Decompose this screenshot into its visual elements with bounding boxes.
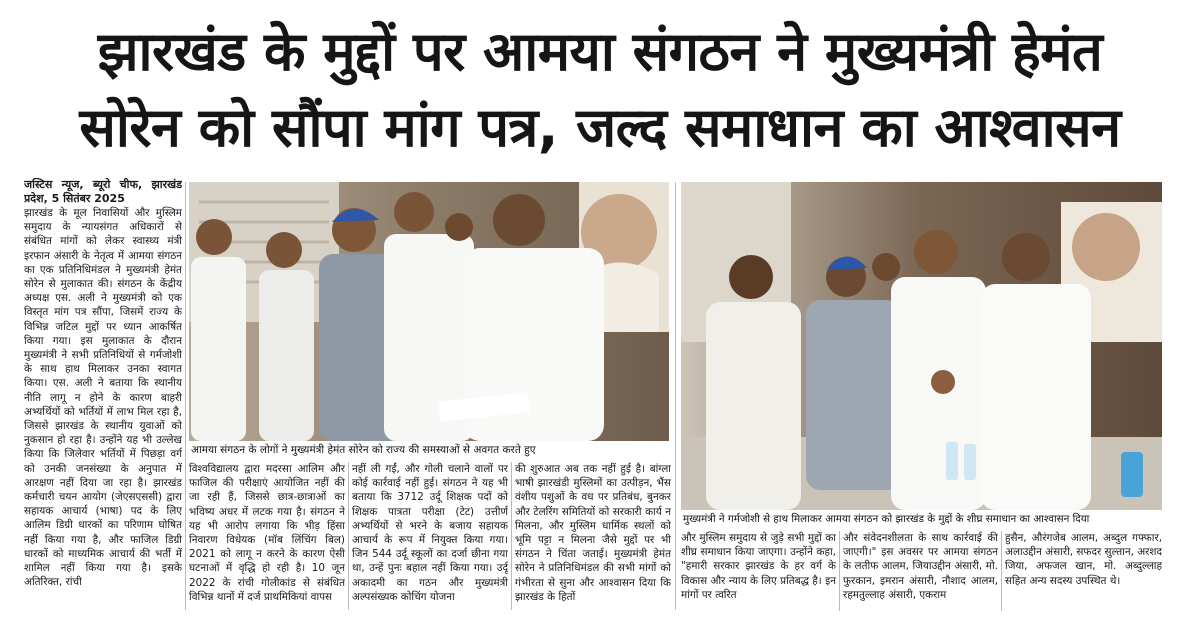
column-divider — [348, 462, 349, 610]
photo-memorandum-handover — [189, 182, 669, 441]
photo-caption-left: आमया संगठन के लोगों ने मुख्यमंत्री हेमंत सोरेन को राज्य की समस्याओं से अवगत करते हुए — [191, 444, 536, 456]
article-body-col1: झारखंड के मूल निवासियों और मुस्लिम समुदाय के न्यायसंगत अधिकारों से संबंधित मांगों को लेकर स्वास्थ्य मंत्री इरफान अंसारी के नेतृत्व में आमया संगठन का एक प्रतिनिधिमंडल ने मुख्यमंत्री हेमंत सोरेन से मुलाकात की। संगठन के केंद्रीय अध्यक्ष एस. अली ने मुख्यमंत्री को एक विस्तृत मांग पत्र सौंपा, जिसमें राज्य के विभिन्न जटिल मुद्दों पर ध्यान आकर्षित किया गया। इस मुलाकात के दौरान मुख्यमंत्री ने सभी प्रतिनिधियों से गर्मजोशी के साथ हाथ मिलाकर उनका स्वागत किया। एस. अली ने बताया कि स्थानीय नीति लागू न होने के कारण बाहरी अभ्यर्थियों को भर्तियों में लाभ मिल रहा है, जिससे झारखंड के स्थानीय युवाओं को नुकसान हो रहा है। उन्होंने यह भी उल्लेख किया कि जिलेवार भर्तियों में पिछड़ा वर्ग को उनकी जनसंख्या के अनुपात में आरक्षण नहीं दिया जा रहा है। झारखंड कर्मचारी चयन आयोग (जेएसएससी) द्वारा सहायक आचार्य (भाषा) पद के लिए आलिम डिग्री धारकों का परिणाम घोषित नहीं किया गया है, और फाजिल डिग्री धारकों को माध्यमिक आचार्य की भर्ती में शामिल नहीं किया गया है। इसके अतिरिक्त, रांची — [24, 207, 182, 589]
column-divider — [185, 182, 186, 610]
photo-caption-right: मुख्यमंत्री ने गर्मजोशी से हाथ मिलाकर आमया संगठन को झारखंड के मुद्दों के शीघ्र समाधान का आश्वासन दिया — [683, 513, 1090, 525]
column-divider — [1001, 531, 1002, 611]
column-divider — [675, 182, 676, 610]
photo-handshake — [681, 182, 1162, 510]
article-column-1 — [24, 178, 182, 608]
article-column-5: और मुस्लिम समुदाय से जुड़े सभी मुद्दों का शीघ्र समाधान किया जाएगा। उन्होंने कहा, "हमारी सरकार झारखंड के हर वर्ग के विकास और न्याय के लिए प्रतिबद्ध है। इन मांगों पर त्वरित — [681, 532, 836, 601]
column-divider — [839, 531, 840, 611]
article-column-3: नहीं ली गईं, और गोली चलाने वालों पर कोई कार्रवाई नहीं हुई। संगठन ने यह भी बताया कि 3712 उर्दू शिक्षक पदों को शिक्षक पात्रता परीक्षा (टेट) उत्तीर्ण अभ्यर्थियों से भरने के बजाय सहायक आचार्य के रूप में नियुक्त किया गया। जिन 544 उर्दू स्कूलों का दर्जा छीना गया था, उन्हें पुनः बहाल नहीं किया गया। उर्दू अकादमी का गठन और मुख्यमंत्री अल्पसंख्यक कोचिंग योजना — [352, 463, 508, 603]
article-column-6: और संवेदनशीलता के साथ कार्रवाई की जाएगी।" इस अवसर पर आमया संगठन के लतीफ आलम, जियाउद्दीन अंसारी, मो. फुरकान, इमरान अंसारी, नौशाद आलम, रहमतुल्लाह अंसारी, एकराम — [843, 532, 998, 601]
article-column-2: विश्वविद्यालय द्वारा मदरसा आलिम और फाजिल की परीक्षाएं आयोजित नहीं की जा रही हैं, जिससे छात्र-छात्राओं का भविष्य अधर में लटक गया है। संगठन ने यह भी आरोप लगाया कि भीड़ हिंसा निवारण विधेयक (मॉब लिंचिंग बिल) 2021 को लागू न करने के कारण ऐसी घटनाओं में वृद्धि हो रही है। 10 जून 2022 के रांची गोलीकांड से संबंधित विभिन्न थानों में दर्ज प्राथमिकियां वापस — [189, 463, 345, 603]
byline: जस्टिस न्यूज, ब्यूरो चीफ, झारखंड प्रदेश, 5 सितंबर 2025 — [24, 178, 182, 205]
headline-line-2: सोरेन को सौंपा मांग पत्र, जल्द समाधान का आश्वासन — [79, 96, 1121, 159]
article-column-4: की शुरुआत अब तक नहीं हुई है। बांग्ला भाषी झारखंडी मुस्लिमों का उत्पीड़न, भैंस वंशीय पशुओं के वध पर प्रतिबंध, बुनकर और टेलरिंग समितियों को सरकारी कार्य न मिलना, और मुस्लिम धार्मिक स्थलों को भूमि पट्टा न मिलना जैसे मुद्दों पर भी संगठन ने चिंता जताई। मुख्यमंत्री हेमंत सोरेन ने प्रतिनिधिमंडल की सभी मांगों को गंभीरता से सुना और आश्वासन दिया कि झारखंड के हितों — [515, 463, 671, 603]
headline-line-1: झारखंड के मुद्दों पर आमया संगठन ने मुख्यमंत्री हेमंत — [97, 20, 1103, 83]
article-column-7: हुसैन, औरंगजेब आलम, अब्दुल गफ्फार, अलाउद्दीन अंसारी, सफदर सुल्तान, अरशद जिया, अफजल खान, मो. अब्दुल्लाह सहित अन्य सदस्य उपस्थित थे। — [1005, 532, 1162, 587]
column-divider — [511, 462, 512, 610]
